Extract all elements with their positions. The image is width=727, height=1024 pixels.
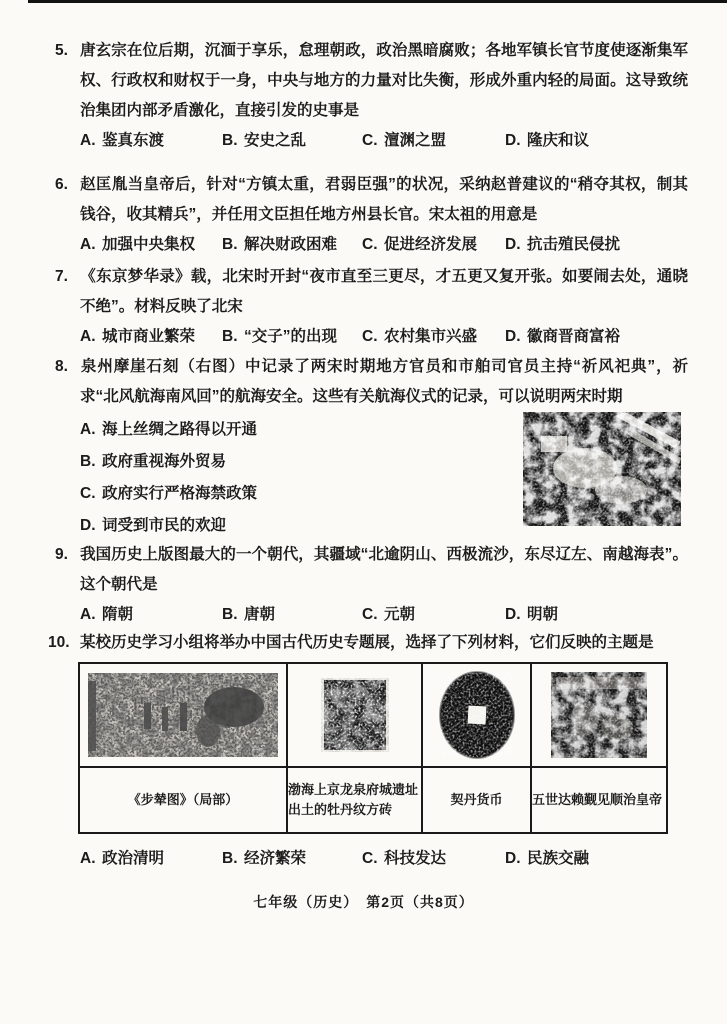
question-6-options: [80, 230, 688, 260]
khitan-coin-photo: [435, 669, 519, 761]
question-number: 8.: [55, 358, 68, 375]
question-number: 10.: [48, 634, 70, 651]
option-d: D. 明朝: [505, 606, 559, 623]
table-cell-image-2: [287, 663, 422, 767]
option-a: A. 海上丝绸之路得以开通: [80, 421, 258, 438]
option-d: D. 民族交融: [505, 850, 590, 867]
question-5-text: [55, 36, 688, 126]
question-7-text: [55, 262, 688, 322]
option-c: C. 促进经济发展: [362, 236, 478, 253]
question-6-text: [55, 170, 688, 230]
option-c: C. 元朝: [362, 606, 416, 623]
page-footer: 七年级（历史） 第2页（共8页）: [253, 894, 474, 910]
bunian-tu-painting-photo: [88, 673, 278, 757]
question-number: 7.: [55, 268, 68, 285]
question-8-text: [55, 352, 688, 412]
question-7: [55, 262, 688, 352]
option-d: D. 徽商晋商富裕: [505, 328, 621, 345]
table-caption-row: [79, 767, 667, 833]
caption-dalai-lama: 五世达赖觐见顺治皇帝: [531, 767, 667, 833]
question-stem: 我国历史上版图最大的一个朝代，其疆域“北逾阴山、西极流沙，东尽辽左、南越海表”。这个朝代是: [80, 546, 688, 593]
question-stem: 赵匡胤当皇帝后，针对“方镇太重，君弱臣强”的状况，采纳赵普建议的“稍夺其权，制其钱谷，收其精兵”，并任用文臣担任地方州县长官。宋太祖的用意是: [80, 176, 688, 223]
option-d: D. 隆庆和议: [505, 132, 590, 149]
question-6: [55, 170, 688, 260]
option-c: C. 科技发达: [362, 850, 447, 867]
option-a: A. 鉴真东渡: [80, 132, 165, 149]
question-10: [48, 628, 688, 874]
question-9-options: [80, 600, 688, 630]
table-image-row: [79, 663, 667, 767]
question-9-text: [55, 540, 688, 600]
question-10-text: [48, 628, 688, 658]
option-c: C. 政府实行严格海禁政策: [80, 485, 258, 502]
option-c: C. 农村集市兴盛: [362, 328, 478, 345]
caption-khitan-coin: 契丹货币: [422, 767, 531, 833]
option-a: A. 城市商业繁荣: [80, 328, 196, 345]
option-c: C. 澶渊之盟: [362, 132, 447, 149]
option-a: A. 政治清明: [80, 850, 165, 867]
peony-pattern-brick-photo: [321, 678, 389, 752]
question-stem: 唐玄宗在位后期，沉湎于享乐，怠理朝政，政治黑暗腐败；各地军镇长官节度使逐渐集军权、行政权和财权于一身，中央与地方的力量对比失衡，形成外重内轻的局面。这导致统治集团内部矛盾激化，直接引发的史事是: [80, 42, 688, 119]
question-9: [55, 540, 688, 630]
question-stem: 某校历史学习小组将举办中国古代历史专题展，选择了下列材料，它们反映的主题是: [80, 634, 654, 651]
option-b: B. 唐朝: [222, 606, 276, 623]
table-cell-image-4: [531, 663, 667, 767]
question-5-options: [80, 126, 688, 156]
question-stem: 《东京梦华录》载，北宋时开封“夜市直至三更尽，才五更又复开张。如要闹去处，通晓不绝”。材料反映了北宋: [80, 268, 688, 315]
option-b: B. 解决财政困难: [222, 236, 338, 253]
question-number: 5.: [55, 42, 68, 59]
caption-peony-brick: 渤海上京龙泉府城遗址出土的牡丹纹方砖: [287, 767, 422, 833]
scan-artifact-line: [28, 0, 727, 3]
question-number: 6.: [55, 176, 68, 193]
dalai-lama-audience-picture: [551, 672, 647, 758]
option-a: A. 隋朝: [80, 606, 134, 623]
question-8: [55, 352, 688, 542]
question-stem: 泉州摩崖石刻（右图）中记录了两宋时期地方官员和市舶司官员主持“祈风祀典”，祈求“北风航海南风回”的航海安全。这些有关航海仪式的记录，可以说明两宋时期: [80, 358, 688, 405]
option-b: B. 政府重视海外贸易: [80, 453, 227, 470]
option-d: D. 词受到市民的欢迎: [80, 517, 227, 534]
table-cell-image-1: [79, 663, 287, 767]
option-d: D. 抗击殖民侵扰: [505, 236, 621, 253]
question-number: 9.: [55, 546, 68, 563]
option-b: B. “交子”的出现: [222, 328, 338, 345]
question-7-options: [80, 322, 688, 352]
question-5: [55, 36, 688, 156]
materials-table: [78, 662, 668, 834]
table-cell-image-3: [422, 663, 531, 767]
caption-bunian-tu: 《步辇图》（局部）: [79, 767, 287, 833]
option-a: A. 加强中央集权: [80, 236, 196, 253]
option-b: B. 经济繁荣: [222, 850, 307, 867]
question-10-options: [80, 844, 688, 874]
rock-inscription-photo: [523, 412, 681, 526]
option-b: B. 安史之乱: [222, 132, 307, 149]
